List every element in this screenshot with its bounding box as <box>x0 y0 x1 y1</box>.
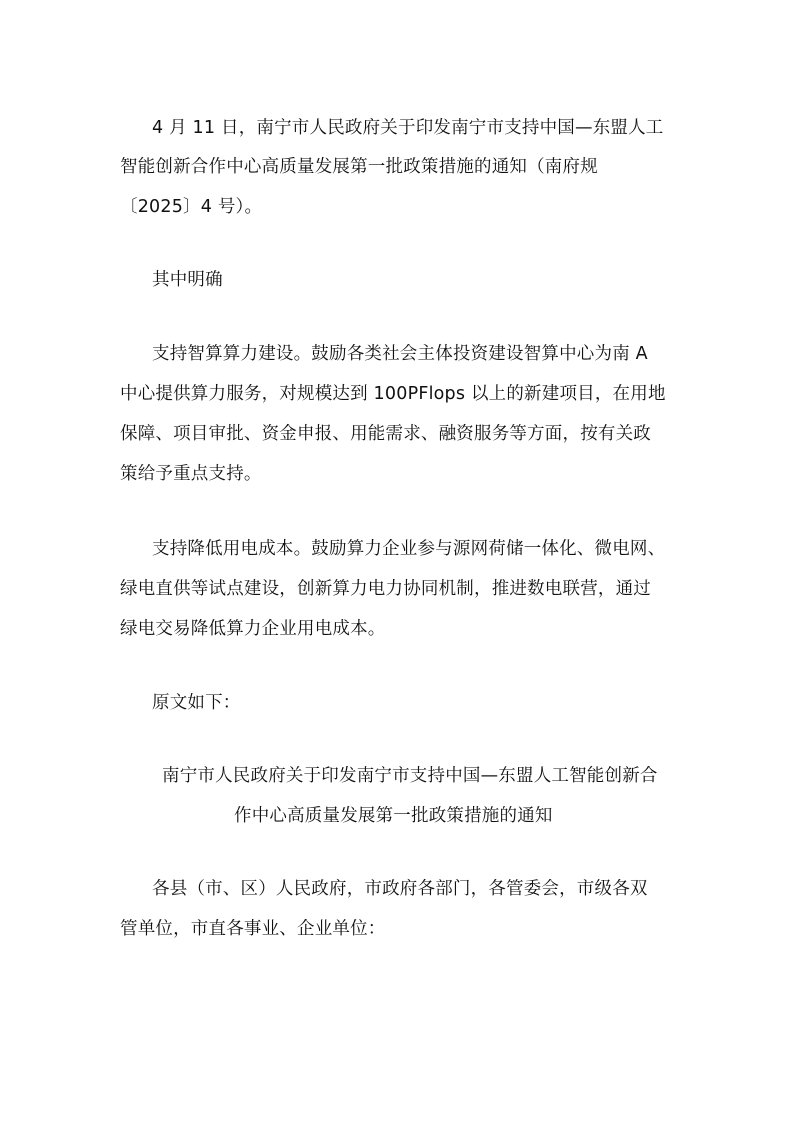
intro-line-1: 4 月 11 日，南宁市人民政府关于印发南宁市支持中国—东盟人工 <box>152 118 664 138</box>
addressees-line-2: 管单位，市直各事业、企业单位： <box>120 919 386 939</box>
policy-1-line-1: 支持智算算力建设。鼓励各类社会主体投资建设智算中心为南 A <box>152 344 648 364</box>
notice-title-line-2: 作中心高质量发展第一批政策措施的通知 <box>234 806 553 826</box>
notice-title-line-1: 南宁市人民政府关于印发南宁市支持中国—东盟人工智能创新合 <box>162 766 658 786</box>
policy-1-line-3: 保障、项目审批、资金申报、用能需求、融资服务等方面，按有关政 <box>120 424 651 444</box>
intro-line-3: 〔2025〕4 号）。 <box>120 197 263 217</box>
policy-1-line-4: 策给予重点支持。 <box>120 464 262 484</box>
addressees-line-1: 各县（市、区）人民政府，市政府各部门，各管委会，市级各双 <box>152 879 648 899</box>
policy-2-line-2: 绿电直供等试点建设，创新算力电力协同机制，推进数电联营，通过 <box>120 579 651 599</box>
policy-1-line-2: 中心提供算力服务，对规模达到 100PFlops 以上的新建项目，在用地 <box>120 384 666 404</box>
original-text-label: 原文如下： <box>152 693 241 713</box>
policy-2-line-3: 绿电交易降低算力企业用电成本。 <box>120 619 386 639</box>
policy-2-line-1: 支持降低用电成本。鼓励算力企业参与源网荷储一体化、微电网、 <box>152 539 666 559</box>
intro-line-2: 智能创新合作中心高质量发展第一批政策措施的通知（南府规 <box>120 157 598 177</box>
highlight-label: 其中明确 <box>152 270 223 290</box>
